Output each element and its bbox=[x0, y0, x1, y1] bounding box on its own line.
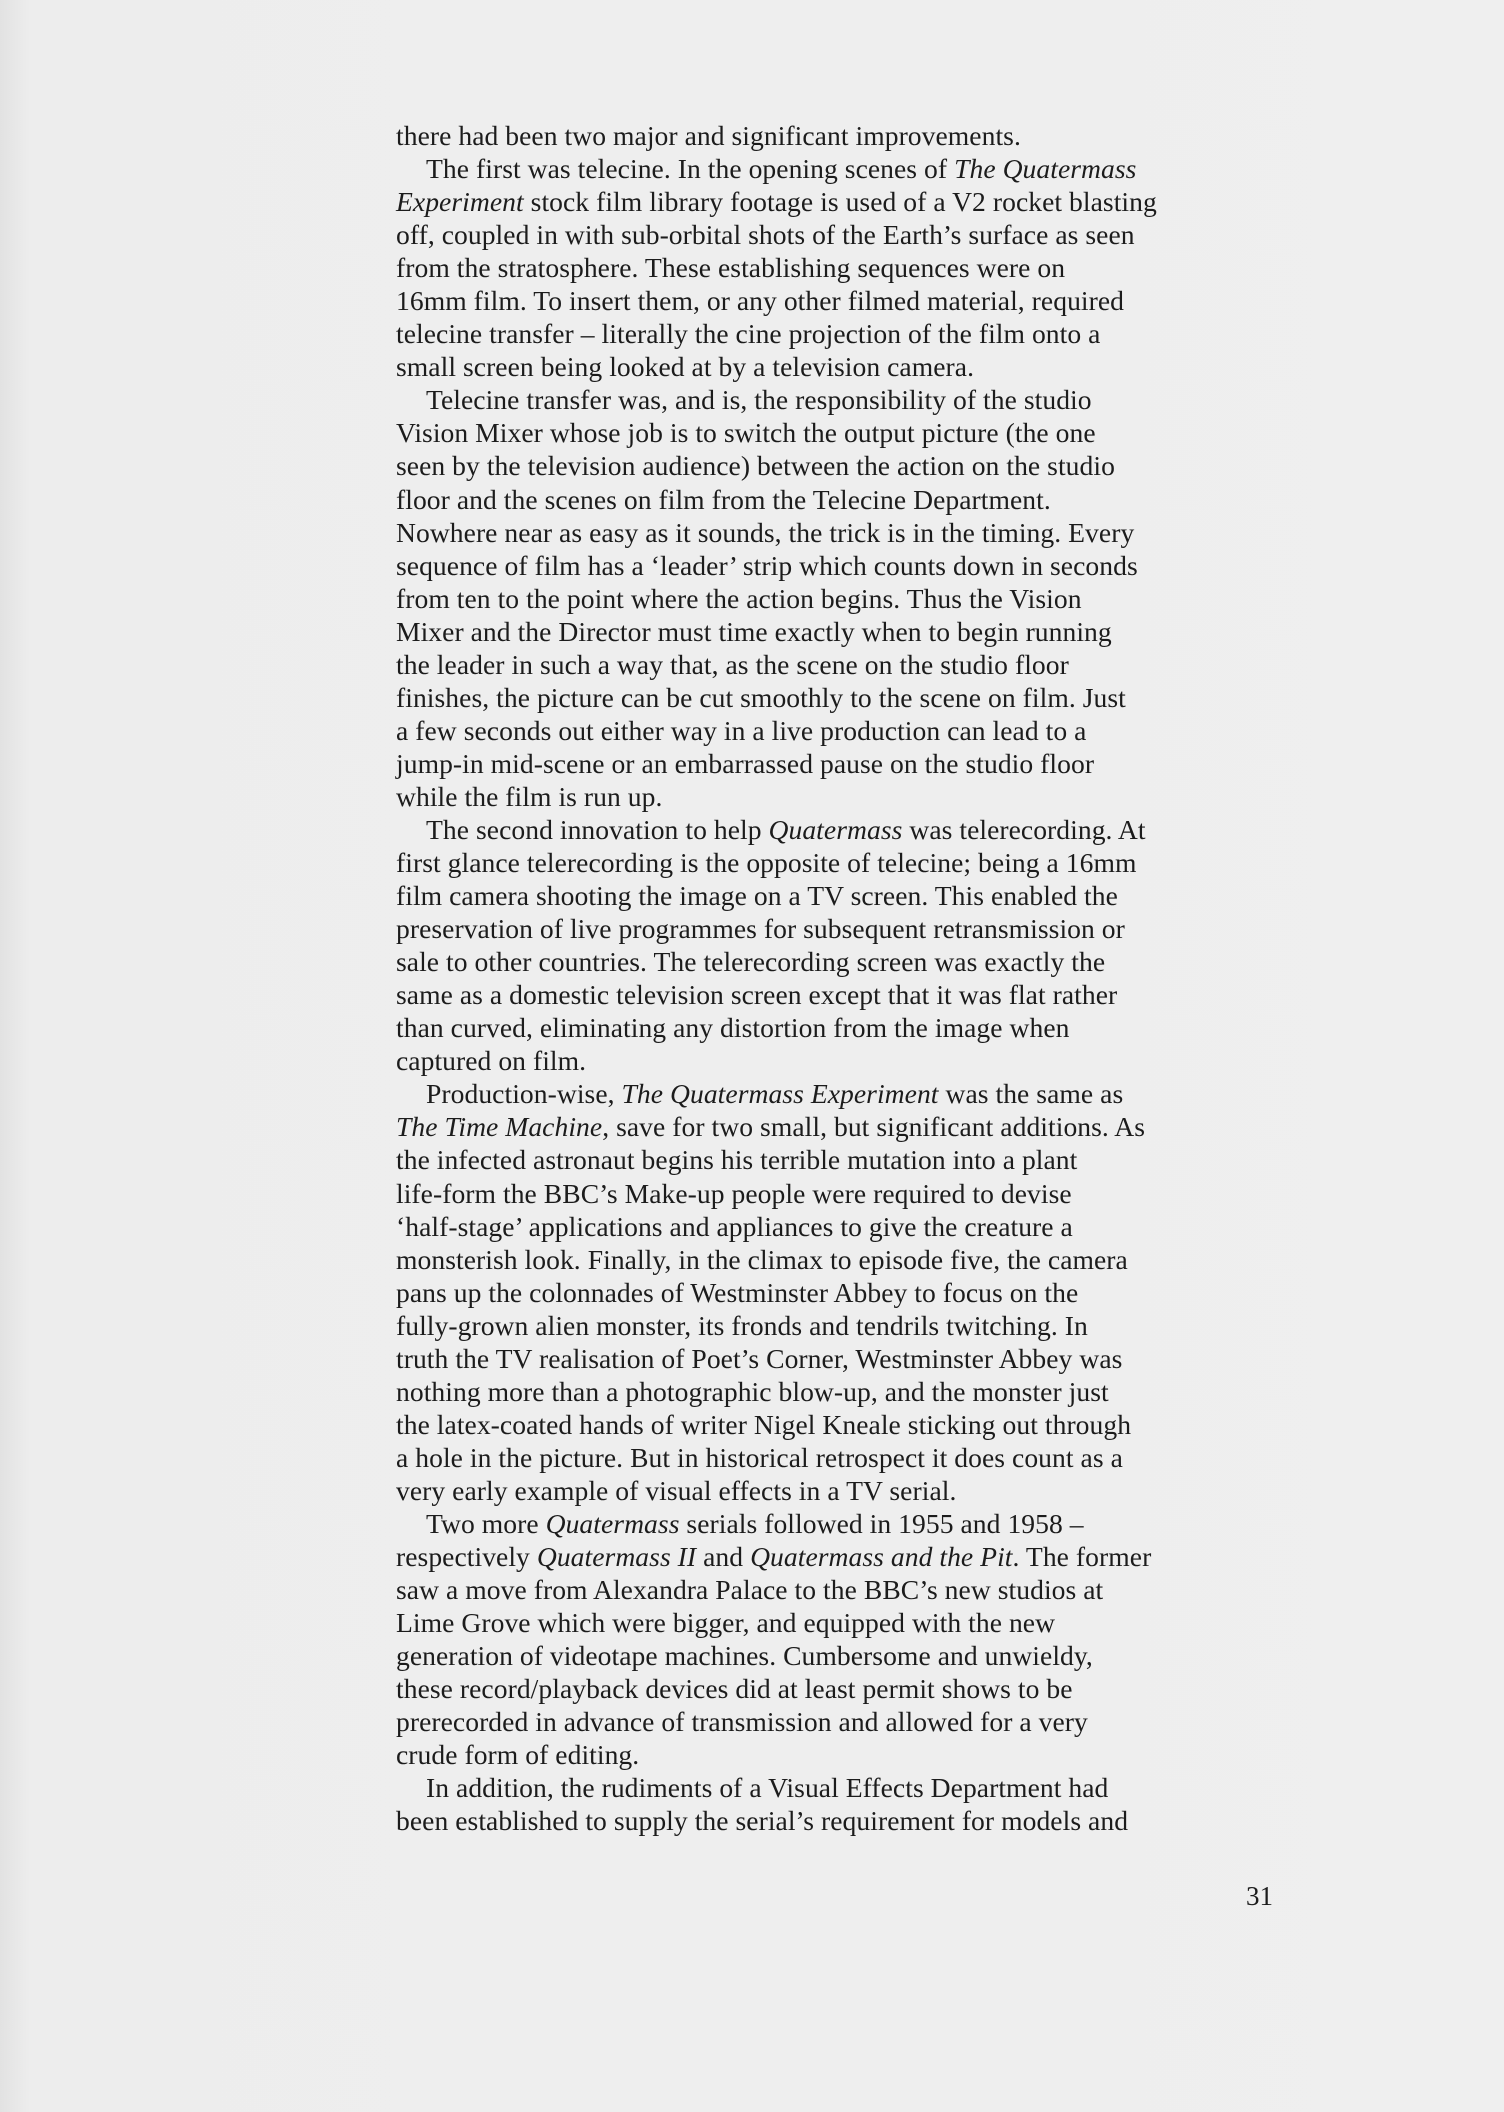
text-line bbox=[396, 1143, 1276, 1176]
text-line bbox=[396, 1474, 1276, 1507]
text-segment: truth the TV realisation of Poet’s Corner, Westminster Abbey was bbox=[396, 1342, 1123, 1374]
text-segment: small screen being looked at by a television camera. bbox=[396, 351, 975, 383]
text-segment: The second innovation to help bbox=[426, 813, 769, 845]
paragraph bbox=[396, 1077, 1276, 1507]
text-line bbox=[396, 152, 1276, 185]
italic-title: Quatermass and the Pit bbox=[750, 1541, 1013, 1573]
text-segment: Vision Mixer whose job is to switch the output picture (the one bbox=[396, 417, 1096, 449]
text-segment: sequence of film has a ‘leader’ strip which counts down in seconds bbox=[396, 549, 1138, 581]
text-segment: the infected astronaut begins his terrible mutation into a plant bbox=[396, 1144, 1078, 1176]
text-line bbox=[396, 483, 1276, 516]
text-line bbox=[396, 582, 1276, 615]
text-segment: fully-grown alien monster, its fronds and tendrils twitching. In bbox=[396, 1309, 1088, 1341]
body-text bbox=[396, 119, 1276, 1837]
text-segment: nothing more than a photographic blow-up, and the monster just bbox=[396, 1375, 1109, 1407]
text-segment: been established to supply the serial’s requirement for models and bbox=[396, 1805, 1129, 1837]
text-line bbox=[396, 1408, 1276, 1441]
text-line bbox=[396, 615, 1276, 648]
text-segment: preservation of live programmes for subsequent retransmission or bbox=[396, 913, 1125, 945]
paragraph bbox=[396, 813, 1276, 1077]
text-line bbox=[396, 714, 1276, 747]
text-segment: monsterish look. Finally, in the climax to episode five, the camera bbox=[396, 1243, 1128, 1275]
text-line bbox=[396, 1375, 1276, 1408]
text-segment: The first was telecine. In the opening scenes of bbox=[426, 153, 955, 185]
text-line bbox=[396, 449, 1276, 482]
text-segment: was telerecording. At bbox=[902, 813, 1146, 845]
paragraph bbox=[396, 119, 1276, 152]
text-line bbox=[396, 185, 1276, 218]
text-line bbox=[396, 317, 1276, 350]
italic-title: Quatermass bbox=[768, 813, 903, 845]
text-line bbox=[396, 1110, 1276, 1143]
text-segment: was the same as bbox=[938, 1078, 1124, 1110]
text-line bbox=[396, 945, 1276, 978]
text-segment: seen by the television audience) between the action on the studio bbox=[396, 450, 1115, 482]
text-line bbox=[396, 1639, 1276, 1672]
italic-title: Quatermass bbox=[545, 1507, 680, 1539]
text-line bbox=[396, 978, 1276, 1011]
text-line bbox=[396, 1507, 1276, 1540]
text-segment: captured on film. bbox=[396, 1045, 587, 1077]
text-line bbox=[396, 1309, 1276, 1342]
text-segment: 16mm film. To insert them, or any other filmed material, required bbox=[396, 285, 1125, 317]
text-line bbox=[396, 1672, 1276, 1705]
text-segment: jump-in mid-scene or an embarrassed pause on the studio floor bbox=[396, 747, 1095, 779]
italic-title: The Quatermass bbox=[954, 153, 1137, 185]
text-line bbox=[396, 846, 1276, 879]
text-segment: stock film library footage is used of a V2 rocket blasting bbox=[523, 186, 1157, 218]
text-segment: Lime Grove which were bigger, and equipped with the new bbox=[396, 1607, 1056, 1639]
text-segment: off, coupled in with sub-orbital shots of the Earth’s surface as seen bbox=[396, 219, 1135, 251]
italic-title: The Quatermass Experiment bbox=[621, 1078, 939, 1110]
text-line bbox=[396, 549, 1276, 582]
text-segment: first glance telerecording is the opposite of telecine; being a 16mm bbox=[396, 847, 1137, 879]
text-segment: while the film is run up. bbox=[396, 780, 663, 812]
text-line bbox=[396, 1243, 1276, 1276]
paragraph bbox=[396, 1771, 1276, 1837]
text-line bbox=[396, 416, 1276, 449]
text-segment: Production-wise, bbox=[426, 1078, 622, 1110]
text-line bbox=[396, 780, 1276, 813]
text-segment: floor and the scenes on film from the Telecine Department. bbox=[396, 483, 1051, 515]
text-segment: serials followed in 1955 and 1958 – bbox=[679, 1507, 1084, 1539]
text-line bbox=[396, 1441, 1276, 1474]
text-line bbox=[396, 1077, 1276, 1110]
text-segment: these record/playback devices did at least permit shows to be bbox=[396, 1673, 1073, 1705]
text-segment: respectively bbox=[396, 1541, 537, 1573]
text-segment: . The former bbox=[1012, 1541, 1152, 1573]
text-segment: from the stratosphere. These establishing sequences were on bbox=[396, 252, 1066, 284]
text-segment: telecine transfer – literally the cine projection of the film onto a bbox=[396, 318, 1101, 350]
text-line bbox=[396, 1771, 1276, 1804]
text-line bbox=[396, 1738, 1276, 1771]
text-line bbox=[396, 251, 1276, 284]
text-line bbox=[396, 119, 1276, 152]
text-line bbox=[396, 747, 1276, 780]
text-line bbox=[396, 350, 1276, 383]
text-line bbox=[396, 1044, 1276, 1077]
text-line bbox=[396, 879, 1276, 912]
italic-title: Experiment bbox=[396, 186, 524, 218]
italic-title: Quatermass II bbox=[536, 1541, 697, 1573]
text-segment: than curved, eliminating any distortion from the image when bbox=[396, 1012, 1070, 1044]
text-segment: pans up the colonnades of Westminster Abbey to focus on the bbox=[396, 1276, 1079, 1308]
text-segment: a few seconds out either way in a live production can lead to a bbox=[396, 714, 1087, 746]
text-segment: Mixer and the Director must time exactly when to begin running bbox=[396, 615, 1112, 647]
paragraph bbox=[396, 1507, 1276, 1771]
text-segment: Telecine transfer was, and is, the responsibility of the studio bbox=[426, 384, 1092, 416]
text-segment: the leader in such a way that, as the scene on the studio floor bbox=[396, 648, 1069, 680]
text-segment: the latex-coated hands of writer Nigel Kneale sticking out through bbox=[396, 1408, 1132, 1440]
text-line bbox=[396, 284, 1276, 317]
text-line bbox=[396, 383, 1276, 416]
text-line bbox=[396, 1606, 1276, 1639]
text-line bbox=[396, 1210, 1276, 1243]
paragraph bbox=[396, 383, 1276, 813]
text-line bbox=[396, 813, 1276, 846]
text-line bbox=[396, 1540, 1276, 1573]
text-segment: Nowhere near as easy as it sounds, the trick is in the timing. Every bbox=[396, 516, 1135, 548]
text-segment: sale to other countries. The telerecording screen was exactly the bbox=[396, 946, 1106, 978]
text-segment: life-form the BBC’s Make-up people were required to devise bbox=[396, 1177, 1072, 1209]
text-line bbox=[396, 1804, 1276, 1837]
text-line bbox=[396, 1573, 1276, 1606]
text-segment: very early example of visual effects in a TV serial. bbox=[396, 1474, 957, 1506]
text-segment: film camera shooting the image on a TV screen. This enabled the bbox=[396, 880, 1118, 912]
text-line bbox=[396, 516, 1276, 549]
text-segment: from ten to the point where the action begins. Thus the Vision bbox=[396, 582, 1082, 614]
text-line bbox=[396, 681, 1276, 714]
text-line bbox=[396, 648, 1276, 681]
text-segment: same as a domestic television screen except that it was flat rather bbox=[396, 979, 1118, 1011]
text-line bbox=[396, 1011, 1276, 1044]
text-segment: and bbox=[696, 1541, 751, 1573]
page-number: 31 bbox=[1246, 1881, 1273, 1911]
text-line bbox=[396, 912, 1276, 945]
text-segment: crude form of editing. bbox=[396, 1739, 640, 1771]
text-segment: , save for two small, but significant additions. As bbox=[602, 1111, 1146, 1143]
paragraph bbox=[396, 152, 1276, 383]
text-line bbox=[396, 1276, 1276, 1309]
text-segment: prerecorded in advance of transmission and allowed for a very bbox=[396, 1706, 1088, 1738]
text-segment: saw a move from Alexandra Palace to the BBC’s new studios at bbox=[396, 1574, 1104, 1606]
text-line bbox=[396, 1705, 1276, 1738]
text-segment: generation of videotape machines. Cumbersome and unwieldy, bbox=[396, 1640, 1093, 1672]
text-segment: In addition, the rudiments of a Visual Effects Department had bbox=[426, 1772, 1109, 1804]
text-line bbox=[396, 1177, 1276, 1210]
text-line bbox=[396, 218, 1276, 251]
text-segment: Two more bbox=[426, 1507, 546, 1539]
text-segment: ‘half-stage’ applications and appliances to give the creature a bbox=[396, 1210, 1073, 1242]
text-line bbox=[396, 1342, 1276, 1375]
text-segment: there had been two major and significant improvements. bbox=[396, 120, 1021, 151]
italic-title: The Time Machine bbox=[396, 1111, 603, 1143]
text-segment: finishes, the picture can be cut smoothly to the scene on film. Just bbox=[396, 681, 1126, 713]
text-segment: a hole in the picture. But in historical retrospect it does count as a bbox=[396, 1441, 1123, 1473]
